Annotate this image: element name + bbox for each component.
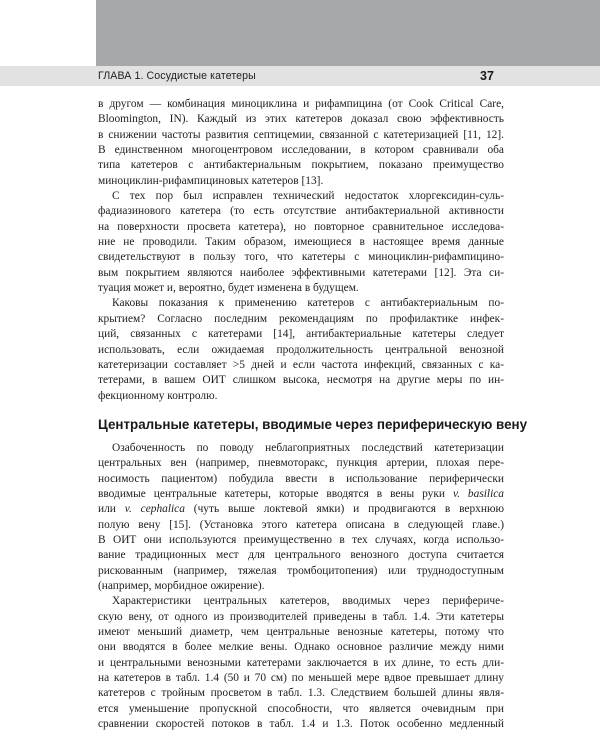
paragraph-5 (98, 594, 504, 732)
running-header-bar (0, 66, 600, 86)
header-band (96, 0, 600, 66)
text-line: катетеризации составляет >5 дней и если частота инфекций, связанных с ка- (98, 358, 504, 371)
italic-term: v. cephalica (124, 503, 185, 516)
text-line: В ОИТ они используются преимущественно в тех случаях, когда использо- (98, 533, 504, 546)
text-line: С тех пор был исправлен технический недостаток хлоргексидин-суль- (112, 190, 504, 203)
text-line: и центральными венозными катетерами заключается в их длине, то есть дли- (98, 656, 504, 669)
text-line: тетерами, в вашем ОИТ слишком высока, несмотря на другие меры по ин- (98, 374, 504, 387)
text-line: вым покрытием являются наиболее эффективными катетерами [12]. Эта си- (98, 266, 504, 279)
text-line: на катетеров в табл. 1.4 (50 и 70 см) по меньшей мере вдвое превышает длину (98, 672, 504, 685)
page-number: 37 (480, 68, 494, 83)
chapter-title: ГЛАВА 1. Сосудистые катетеры (98, 70, 256, 82)
text-line: Озабоченность по поводу неблагоприятных последствий катетеризации (112, 441, 504, 454)
text-line: скую вену, от одного из производителей приведены в табл. 1.4. Эти катетеры (98, 610, 504, 623)
text-line: носимость пациентом) побудила ввести в использование периферически (98, 472, 504, 485)
text-line: центральных вен (например, пневмоторакс, пункция артерии, плохая пере- (98, 457, 504, 470)
text-run: (чуть выше локтевой ямки) и продвигаются в верхнюю (184, 503, 504, 516)
text-line: ется уменьшение пропускной способности, что является очевидным при (98, 702, 504, 715)
paragraph-1 (98, 97, 504, 189)
text-line: на поверхности просвета катетера), но повторное сравнительное исследова- (98, 220, 504, 233)
text-line: свидетельствуют в пользу того, что катетеры с миноциклин-рифампицино- (98, 251, 504, 264)
text-run: вводимые центральные катетеры, которые вводятся в вены руки (98, 487, 453, 500)
text-line: туация может и, вероятно, будет изменена в будущем. (98, 282, 359, 295)
text-line: имеют меньший диаметр, чем центральные венозные катетеры, потому что (98, 626, 504, 638)
paragraph-2 (98, 189, 504, 296)
page-body (98, 97, 528, 732)
text-line: ций, связанных с катетерами [14], антибактериальные катетеры следует (98, 328, 504, 341)
text-line: они вводятся в более мелкие вены. Однако основное различие между ними (98, 641, 504, 654)
text-line: миноциклин-рифампициновых катетеров [13]. (98, 174, 324, 187)
text-line: сравнении скоростей потоков в табл. 1.4 и 1.3. Поток особенно медленный (98, 718, 504, 731)
text-line: фекционному контролю. (98, 389, 218, 402)
text-line: Каковы показания к применению катетеров с антибактериальным по- (112, 297, 504, 310)
italic-term: v. basilica (452, 487, 504, 500)
text-line: использовать, если ожидаемая продолжительность центральной венозной (98, 343, 504, 356)
text-line: в снижении частоты развития септицемии, связанной с катетеризацией [11, 12]. (98, 128, 504, 141)
text-line: катетеров с тройным просветом в табл. 1.3. Следствием большей длины явля- (98, 687, 504, 700)
text-line: Bloomington, IN). Каждый из этих катетеров доказал свою эффективность (98, 113, 504, 126)
paragraph-4 (98, 441, 504, 594)
text-line: вание традиционных мест для центрального венозного доступа считается (98, 549, 504, 562)
text-line: рискованным (например, тяжелая тромбоцитопения) или труднодоступным (98, 564, 504, 577)
text-line (98, 502, 504, 517)
text-line: типа катетеров с антибактериальным покрытием, показано преимущество (98, 159, 504, 172)
text-line (98, 487, 504, 502)
section-heading: Центральные катетеры, вводимые через периферическую вену (98, 416, 528, 432)
text-line: ние не проводили. Таким образом, имеющиеся в настоящее время данные (98, 236, 504, 249)
text-line: крытием? Согласно последним рекомендациям по профилактике инфек- (98, 312, 504, 325)
text-line: (например, морбидное ожирение). (98, 579, 265, 592)
text-line: в другом — комбинация миноциклина и рифампицина (от Cook Critical Care, (98, 98, 504, 110)
text-run: или (98, 503, 125, 516)
paragraph-3 (98, 296, 504, 403)
text-line: фадиазинового катетера (то есть отсутствие антибактериальной активности (98, 205, 504, 218)
text-line: В единственном многоцентровом исследовании, в котором сравнивали оба (98, 144, 504, 157)
text-line: полую вену [15]. (Установка этого катетера описана в следующей главе.) (98, 518, 504, 531)
text-line: Характеристики центральных катетеров, вводимых через перифериче- (112, 595, 504, 608)
